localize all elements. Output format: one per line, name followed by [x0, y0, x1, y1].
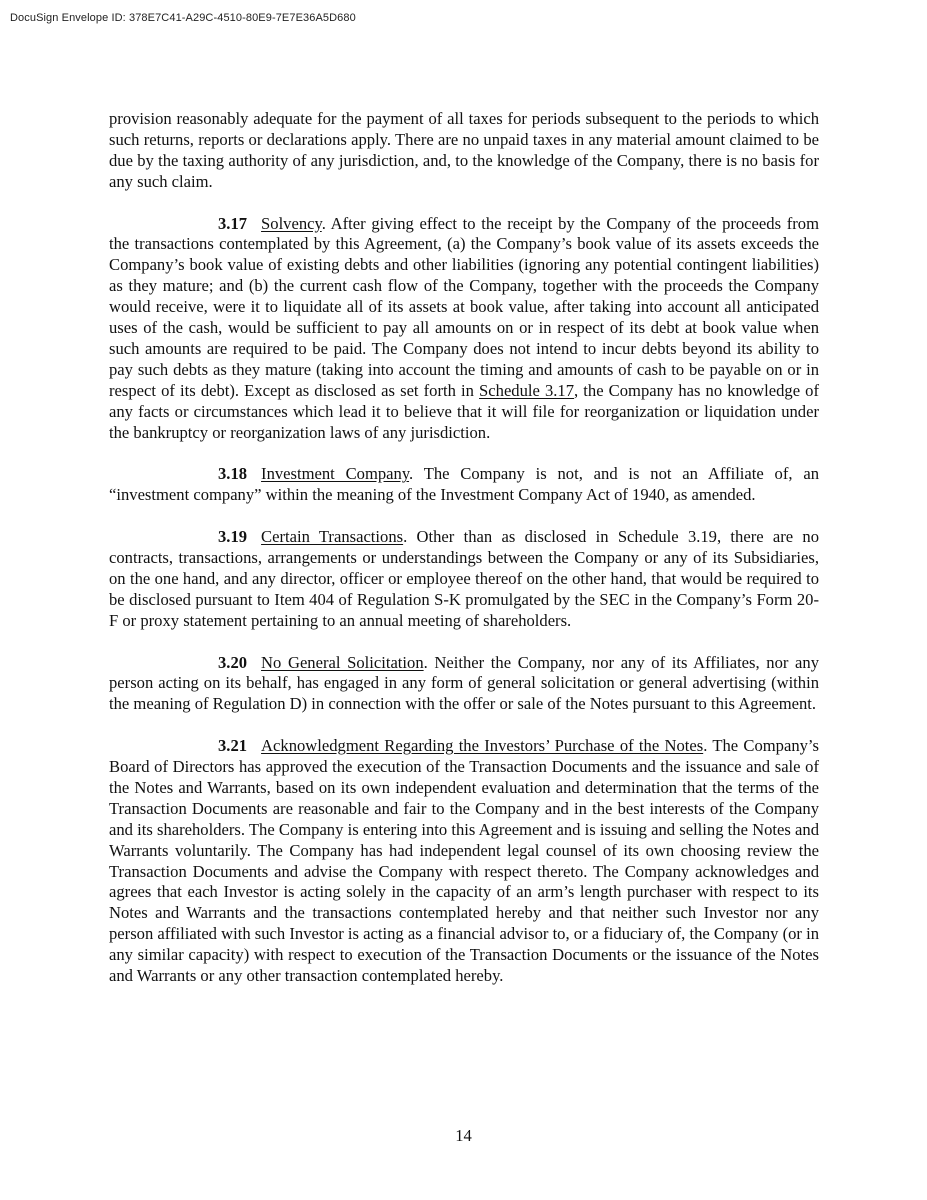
section-text: . The Company is not, and is not an Affiliate of, an “investment company” within the meaning of the Investment Company Act of 1940, as amended. — [109, 464, 819, 505]
section-text: . Neither the Company, nor any of its Affiliates, nor any person acting on its behalf, has engaged in any form of general solicitation or general advertising (within the meaning of Regulation D) in connection with the offer or sale of the Notes pursuant to this Agreement. — [109, 652, 819, 714]
section-text: . The Company’s Board of Directors has approved the execution of the Transaction Documents and the issuance and sale of the Notes and Warrants, based on its own independent evaluation and determination that the terms of the Transaction Documents are reasonable and fair to the Company and in the best interests of the Company and its shareholders. The Company is entering into this Agreement and is issuing and selling the Notes and Warrants voluntarily. The Company has had independent legal counsel of its own choosing review the Transaction Documents and advise the Company with respect thereto. The Company acknowledges and agrees that each Investor is acting solely in the capacity of an arm’s length purchaser with respect to its Notes and Warrants and the transactions contemplated hereby and that neither such Investor nor any person affiliated with such Investor is acting as a financial advisor to, or a fiduciary of, the Company (or in any similar capacity) with respect to execution of the Transaction Documents or the issuance of the Notes and Warrants or any other transaction contemplated hereby. — [109, 736, 819, 986]
document-body — [109, 109, 819, 1008]
envelope-label: DocuSign Envelope ID: — [10, 12, 126, 24]
section-number: 3.17 — [218, 213, 248, 233]
section-text: . Other than as disclosed in Schedule 3.19, there are no contracts, transactions, arrangements or understandings between the Company or any of its Subsidiaries, on the one hand, and any director, officer or employee thereof on the other hand, that would be required to be disclosed pursuant to Item 404 of Regulation S-K promulgated by the SEC in the Company’s Form 20-F or proxy statement pertaining to an annual meeting of shareholders. — [109, 527, 820, 630]
intro-paragraph: provision reasonably adequate for the payment of all taxes for periods subsequent to the periods to which such returns, reports or declarations apply. There are no unpaid taxes in any material amount claimed to be due by the taxing authority of any jurisdiction, and, to the knowledge of the Company, there is no basis for any such claim. — [109, 109, 819, 191]
section-heading: No General Solicitation — [261, 652, 424, 672]
section-number: 3.20 — [218, 652, 248, 672]
schedule-reference: Schedule 3.17 — [479, 380, 575, 400]
section-3-19 — [109, 527, 819, 632]
section-heading: Certain Transactions — [261, 527, 404, 547]
section-number: 3.18 — [218, 464, 248, 484]
page-number: 14 — [455, 1126, 472, 1145]
envelope-id: 378E7C41-A29C-4510-80E9-7E7E36A5D680 — [129, 12, 356, 24]
section-heading: Acknowledgment Regarding the Investors’ Purchase of the Notes — [261, 736, 704, 756]
docusign-envelope-header — [10, 12, 356, 24]
section-text: . After giving effect to the receipt by the Company of the proceeds from the transactions contemplated by this Agreement, (a) the Company’s book value of its assets exceeds the Company’s book value of existing debts and other liabilities (ignoring any potential contingent liabilities) as they mature; and (b) the current cash flow of the Company, together with the proceeds the Company would receive, were it to liquidate all of its assets at book value, after taking into account all anticipated uses of the cash, would be sufficient to pay all amounts on or in respect of its debt at book value when such amounts are required to be paid. The Company does not intend to incur debts beyond its ability to pay such debts as they mature (taking into account the timing and amounts of cash to be payable on or in respect of its debt). Except as disclosed as set forth in — [109, 213, 819, 400]
section-text-continued: , the Company has no knowledge of any facts or circumstances which lead it to believe that it will file for reorganization or liquidation under the bankruptcy or reorganization laws of any jurisdiction. — [109, 380, 820, 442]
section-3-21 — [109, 736, 819, 987]
section-heading: Solvency — [261, 213, 322, 233]
section-3-17 — [109, 214, 819, 444]
section-3-18 — [109, 464, 819, 506]
section-number: 3.21 — [218, 736, 248, 756]
section-heading: Investment Company — [261, 464, 410, 484]
section-number: 3.19 — [218, 527, 248, 547]
section-3-20 — [109, 653, 819, 716]
